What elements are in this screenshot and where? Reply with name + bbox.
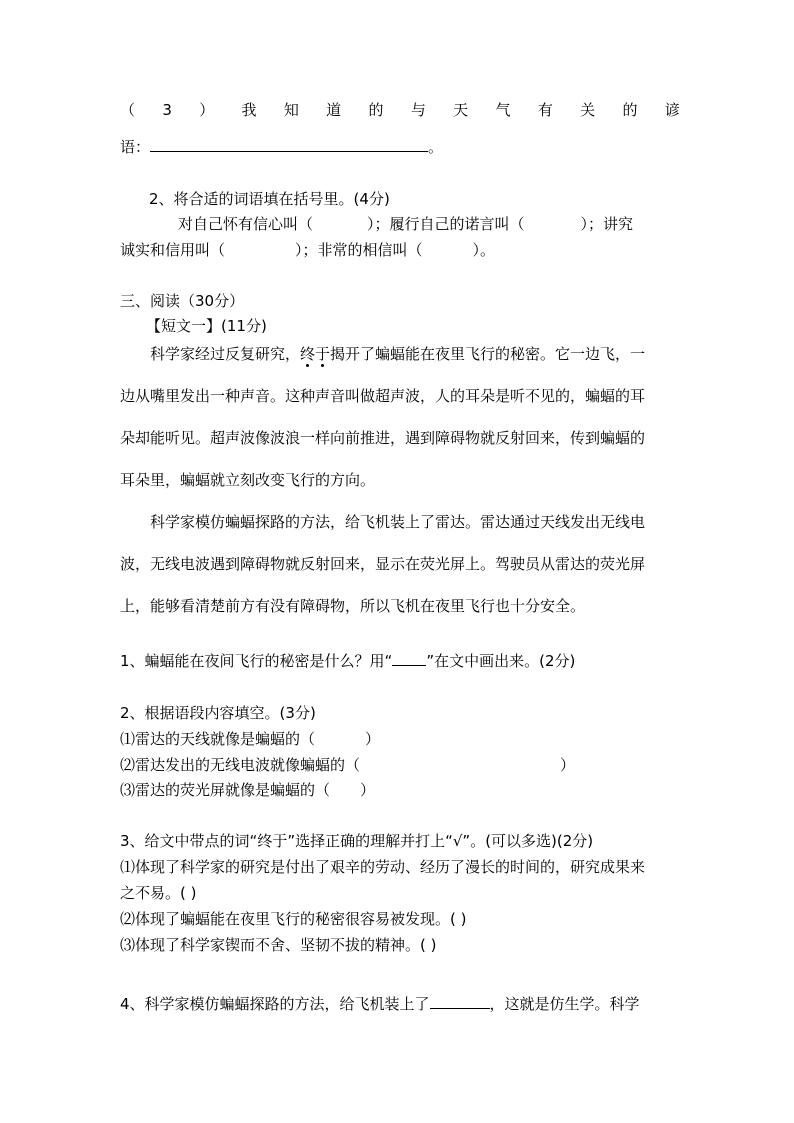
passage-title: 【短文一】(11分) bbox=[146, 317, 267, 335]
char: 有 bbox=[537, 101, 553, 119]
proverb-answer-blank[interactable] bbox=[150, 137, 428, 152]
passage-p2-line3: 上，能够看清楚前方有没有障碍物，所以飞机在夜里飞行也十分安全。 bbox=[120, 597, 586, 615]
char: 与 bbox=[410, 101, 426, 119]
question-3-option3: ⑶体现了科学家锲而不舍、坚韧不拔的精神。( ) bbox=[120, 936, 437, 954]
proverb-question-line1 bbox=[120, 100, 680, 120]
char: （ bbox=[120, 101, 136, 119]
section-heading: 三、阅读（30分） bbox=[120, 292, 245, 310]
char: 3 bbox=[162, 101, 172, 119]
question-3-option1-cont: 之不易。( ) bbox=[120, 884, 197, 902]
passage-p2-line2: 波，无线电波遇到障碍物就反射回来，显示在荧光屏上。驾驶员从雷达的荧光屏 bbox=[120, 555, 646, 573]
char: ） bbox=[199, 101, 215, 119]
char: 道 bbox=[326, 101, 342, 119]
fill-question-line2: 诚实和信用叫（ ）；非常的相信叫（ ）。 bbox=[120, 241, 496, 259]
dotted-char: 于 bbox=[315, 345, 331, 363]
proverb-question-line2: 语： 。 bbox=[120, 138, 444, 156]
passage-p2-line1: 科学家模仿蝙蝠探路的方法，给飞机装上了雷达。雷达通过天线发出无线电 bbox=[150, 513, 646, 531]
char: 天 bbox=[453, 101, 469, 119]
question-1: 1、蝙蝠能在夜间飞行的秘密是什么？用“ ”在文中画出来。(2分) bbox=[120, 652, 576, 670]
question-2-title: 2、根据语段内容填空。(3分) bbox=[120, 704, 316, 722]
char: 气 bbox=[495, 101, 511, 119]
question-2-item3: ⑶雷达的荧光屏就像是蝙蝠的（ ） bbox=[120, 781, 376, 799]
char: 的 bbox=[622, 101, 638, 119]
question-4: 4、科学家模仿蝙蝠探路的方法，给飞机装上了 ，这就是仿生学。科学 bbox=[120, 995, 640, 1013]
question-2-item1: ⑴雷达的天线就像是蝙蝠的（ ） bbox=[120, 730, 381, 748]
char: 的 bbox=[368, 101, 384, 119]
underline-sample bbox=[392, 651, 426, 666]
char: 我 bbox=[241, 101, 257, 119]
passage-p1-line3: 朵却能听见。超声波像波浪一样向前推进，遇到障碍物就反射回来，传到蝙蝠的 bbox=[120, 429, 646, 447]
question-3-title: 3、给文中带点的词“终于”选择正确的理解并打上“√”。(可以多选)(2分) bbox=[120, 832, 594, 850]
fill-question-line1: 对自己怀有信心叫（ ）；履行自己的诺言叫（ ）；讲究 bbox=[178, 215, 634, 233]
passage-p1-line4: 耳朵里，蝙蝠就立刻改变飞行的方向。 bbox=[120, 471, 376, 489]
fill-question-title: 2、将合适的词语填在括号里。(4分) bbox=[149, 190, 390, 208]
passage-p1-line1: 科学家经过反复研究，终于揭开了蝙蝠能在夜里飞行的秘密。它一边飞，一 bbox=[150, 345, 646, 363]
char: 关 bbox=[580, 101, 596, 119]
char: 知 bbox=[283, 101, 299, 119]
question-3-option1: ⑴体现了科学家的研究是付出了艰辛的劳动、经历了漫长的时间的，研究成果来 bbox=[120, 858, 646, 876]
passage-p1-line2: 边从嘴里发出一种声音。这种声音叫做超声波，人的耳朵是听不见的，蝙蝠的耳 bbox=[120, 387, 646, 405]
dotted-char: 终 bbox=[300, 345, 316, 363]
question-3-option2: ⑵体现了蝙蝠能在夜里飞行的秘密很容易被发现。( ) bbox=[120, 910, 467, 928]
question-2-item2: ⑵雷达发出的无线电波就像蝙蝠的（ ） bbox=[120, 756, 576, 774]
char: 谚 bbox=[664, 101, 680, 119]
answer-blank[interactable] bbox=[430, 994, 490, 1009]
